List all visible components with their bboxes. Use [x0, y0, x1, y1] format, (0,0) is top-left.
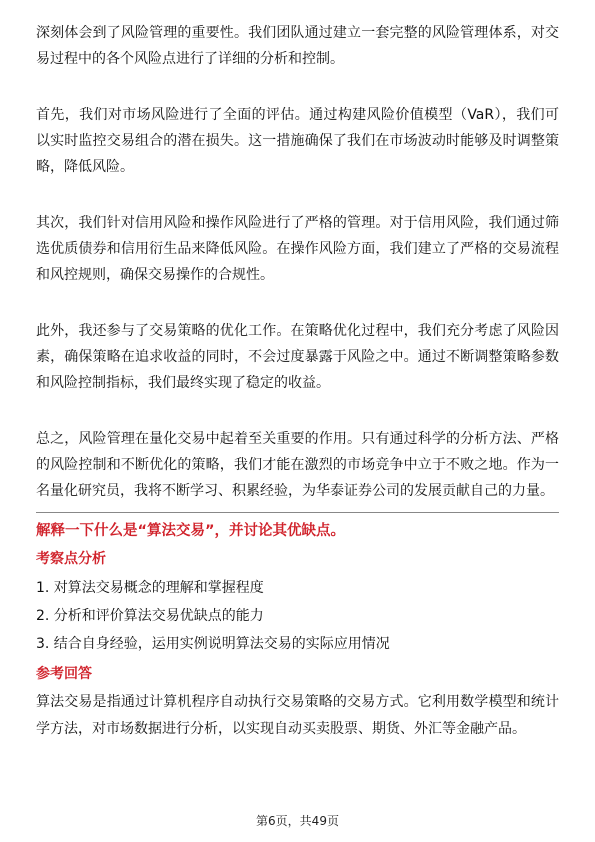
body-paragraph: 深刻体会到了风险管理的重要性。我们团队通过建立一套完整的风险管理体系，对交易过程中的各个风险点进行了详细的分析和控制。 — [36, 25, 559, 67]
question-heading: 解释一下什么是“算法交易”，并讨论其优缺点。 — [36, 523, 346, 539]
section-divider — [36, 512, 559, 513]
body-paragraph: 此外，我还参与了交易策略的优化工作。在策略优化过程中，我们充分考虑了风险因素，确保策略在追求收益的同时，不会过度暴露于风险之中。通过不断调整策略参数和风险控制指标，我们最终实现了稳定的收益。 — [36, 323, 559, 391]
analysis-list — [36, 574, 559, 658]
body-paragraph: 总之，风险管理在量化交易中起着至关重要的作用。只有通过科学的分析方法、严格的风险控制和不断优化的策略，我们才能在激烈的市场竞争中立于不败之地。作为一名量化研究员，我将不断学习、积累经验，为华泰证券公司的发展贡献自己的力量。 — [36, 431, 559, 499]
page-footer: 第6页，共49页 — [256, 814, 339, 828]
answer-paragraph: 算法交易是指通过计算机程序自动执行交易策略的交易方式。它利用数学模型和统计学方法，对市场数据进行分析，以实现自动买卖股票、期货、外汇等金融产品。 — [36, 694, 559, 737]
list-item: 2. 分析和评价算法交易优缺点的能力 — [36, 608, 264, 624]
list-item: 3. 结合自身经验，运用实例说明算法交易的实际应用情况 — [36, 636, 390, 652]
list-item: 1. 对算法交易概念的理解和掌握程度 — [36, 580, 264, 596]
analysis-heading: 考察点分析 — [36, 551, 106, 567]
body-paragraph: 其次，我们针对信用风险和操作风险进行了严格的管理。对于信用风险，我们通过筛选优质债券和信用衍生品来降低风险。在操作风险方面，我们建立了严格的交易流程和风控规则，确保交易操作的合规性。 — [36, 215, 559, 283]
answer-heading: 参考回答 — [36, 666, 92, 682]
document-page — [36, 20, 559, 743]
body-paragraph: 首先，我们对市场风险进行了全面的评估。通过构建风险价值模型（VaR），我们可以实时监控交易组合的潜在损失。这一措施确保了我们在市场波动时能够及时调整策略，降低风险。 — [36, 107, 559, 175]
